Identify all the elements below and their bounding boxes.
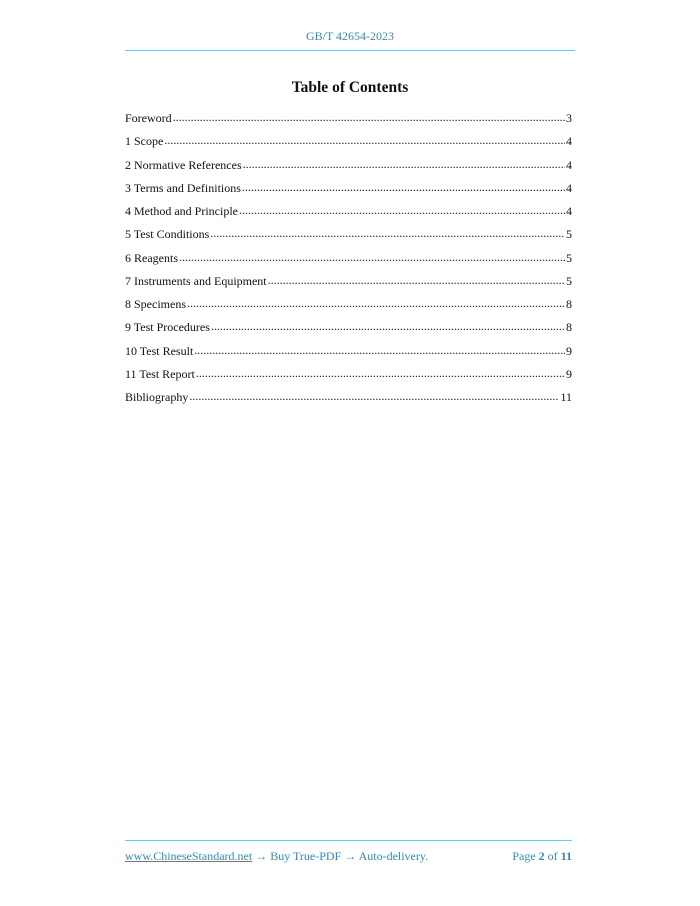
toc-entry-normative-references[interactable] xyxy=(125,158,572,181)
toc-entry-page: 4 xyxy=(566,134,572,149)
standard-number: GB/T 42654-2023 xyxy=(305,29,395,43)
toc-entry-label: 11 Test Report xyxy=(125,366,195,381)
toc-entry-test-procedures[interactable] xyxy=(125,320,572,343)
toc-entry-page: 8 xyxy=(566,297,572,311)
page-footer xyxy=(125,849,572,864)
total-pages-number: 11 xyxy=(560,849,572,863)
toc-entry-label: Foreword xyxy=(125,111,172,125)
toc-leader-dots xyxy=(210,226,565,241)
toc-entry-page: 4 xyxy=(566,204,572,218)
page-word: Page xyxy=(512,849,536,863)
page-indicator xyxy=(512,849,572,864)
toc-leader-dots xyxy=(179,250,565,265)
toc-leader-dots xyxy=(242,180,565,195)
toc-entry-label: 8 Specimens xyxy=(125,297,186,311)
toc-leader-dots xyxy=(211,319,565,334)
toc-entry-label: 9 Test Procedures xyxy=(125,320,210,335)
toc-leader-dots xyxy=(173,110,565,125)
toc-entry-label: 2 Normative References xyxy=(125,157,242,172)
toc-entry-label: Bibliography xyxy=(125,390,189,404)
toc-leader-dots xyxy=(164,133,565,148)
footer-divider xyxy=(125,840,572,841)
toc-leader-dots xyxy=(194,343,565,358)
toc-entry-test-conditions[interactable] xyxy=(125,227,572,250)
toc-entry-page: 4 xyxy=(566,180,572,195)
toc-entry-page: 5 xyxy=(566,273,572,288)
website-link[interactable]: www.ChineseStandard.net xyxy=(125,849,253,863)
toc-entry-page: 9 xyxy=(566,366,572,381)
toc-entry-test-report[interactable] xyxy=(125,367,572,390)
current-page-number: 2 xyxy=(538,849,545,863)
toc-entry-page: 8 xyxy=(566,320,572,335)
toc-leader-dots xyxy=(243,157,565,172)
toc-entry-label: 4 Method and Principle xyxy=(125,204,238,218)
toc-entry-instruments-and-equipment[interactable] xyxy=(125,274,572,297)
toc-entry-page: 4 xyxy=(566,157,572,172)
toc-entry-foreword[interactable] xyxy=(125,111,572,134)
toc-entry-scope[interactable] xyxy=(125,134,572,157)
toc-leader-dots xyxy=(268,273,565,288)
toc-entry-label: 6 Reagents xyxy=(125,250,178,265)
toc-entry-specimens[interactable] xyxy=(125,297,572,320)
toc-entry-terms-and-definitions[interactable] xyxy=(125,181,572,204)
toc-entry-label: 10 Test Result xyxy=(125,343,194,358)
toc-leader-dots xyxy=(196,366,565,381)
toc-entry-label: 1 Scope xyxy=(125,134,164,149)
header-divider xyxy=(125,50,575,51)
toc-entry-reagents[interactable] xyxy=(125,251,572,274)
toc-entry-bibliography[interactable] xyxy=(125,390,572,413)
toc-entry-page: 11 xyxy=(560,390,572,404)
toc-entry-label: 7 Instruments and Equipment xyxy=(125,273,267,288)
of-word: of xyxy=(547,849,558,863)
toc-entry-page: 3 xyxy=(566,111,572,125)
table-of-contents xyxy=(125,111,572,413)
toc-entry-page: 5 xyxy=(566,227,572,242)
toc-leader-dots xyxy=(187,296,565,311)
toc-entry-method-and-principle[interactable] xyxy=(125,204,572,227)
toc-leader-dots xyxy=(239,203,565,218)
toc-leader-dots xyxy=(189,389,559,404)
page-header xyxy=(0,29,700,44)
toc-entry-label: 3 Terms and Definitions xyxy=(125,180,241,195)
toc-entry-test-result[interactable] xyxy=(125,344,572,367)
toc-entry-label: 5 Test Conditions xyxy=(125,227,210,242)
footer-tagline: → Buy True-PDF → Auto-delivery. xyxy=(252,849,429,863)
toc-entry-page: 5 xyxy=(566,250,572,265)
footer-promo xyxy=(125,849,428,864)
toc-title: Table of Contents xyxy=(291,79,409,96)
toc-entry-page: 9 xyxy=(566,343,572,358)
